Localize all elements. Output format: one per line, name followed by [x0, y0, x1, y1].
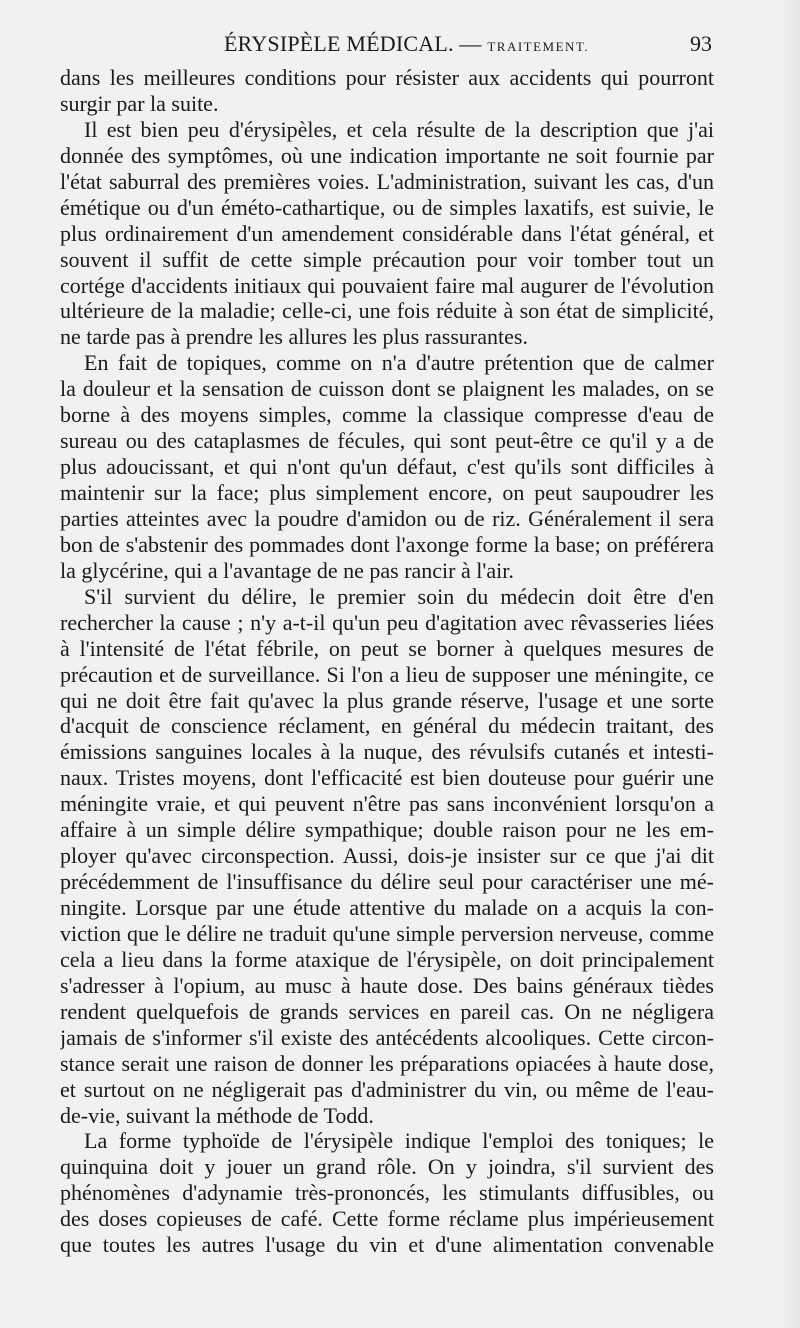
text-line: précaution et de surveillance. Si l'on a lieu de supposer une méningite, ce	[60, 661, 714, 687]
text-line: émissions sanguines locales à la nuque, des révulsifs cutanés et intesti-	[60, 739, 714, 765]
text-line: jamais de s'informer s'il existe des antécédents alcooliques. Cette circon-	[60, 1024, 714, 1050]
text-line: émétique ou d'un éméto-cathartique, ou de simples laxatifs, est suivie, le	[60, 194, 714, 220]
text-line: dans les meilleures conditions pour résister aux accidents qui pourront	[60, 65, 714, 90]
text-line: ne tarde pas à prendre les allures les plus rassurantes.	[60, 324, 528, 350]
text-line: cela a lieu dans la forme ataxique de l'érysipèle, on doit principalement	[60, 946, 714, 972]
text-line: et surtout on ne négligerait pas d'administrer du vin, ou même de l'eau-	[60, 1076, 714, 1102]
text-line: qui ne doit être fait qu'avec la plus grande réserve, l'usage et une sorte	[60, 687, 714, 713]
text-line: bon de s'abstenir des pommades dont l'axonge forme la base; on préférera	[60, 531, 714, 557]
text-line: phénomènes d'adynamie très-prononcés, les stimulants diffusibles, ou	[60, 1180, 714, 1206]
text-line: naux. Tristes moyens, dont l'efficacité est bien douteuse pour guérir une	[60, 765, 714, 791]
text-line: rechercher la cause ; n'y a-t-il qu'un peu d'agitation avec rêvasseries liées	[60, 609, 714, 635]
text-line: souvent il suffit de cette simple précaution pour voir tomber tout un	[60, 246, 714, 272]
running-head-separator: —	[459, 31, 482, 56]
text-line: quinquina doit y jouer un grand rôle. On y joindra, s'il survient des	[60, 1154, 714, 1180]
text-line: la douleur et la sensation de cuisson dont se plaignent les malades, on se	[60, 376, 714, 402]
text-line: maintenir sur la face; plus simplement encore, on peut saupoudrer les	[60, 480, 714, 505]
text-line: à l'intensité de l'état fébrile, on peut se borner à quelques mesures de	[60, 635, 714, 661]
text-line: méningite vraie, et qui peuvent n'être pas sans inconvénient lorsqu'on a	[60, 791, 714, 817]
text-line: d'acquit de conscience réclament, en général du médecin traitant, des	[60, 713, 714, 739]
running-head	[224, 30, 589, 61]
text-line: borne à des moyens simples, comme la classique compresse d'eau de	[60, 402, 714, 428]
text-line: sureau ou des cataplasmes de fécules, qui sont peut-être ce qu'il y a de	[60, 428, 714, 454]
text-line: S'il survient du délire, le premier soin du médecin doit être d'en	[84, 583, 714, 609]
text-line: parties atteintes avec la poudre d'amidon ou de riz. Généralement il sera	[60, 505, 714, 531]
text-line: de-vie, suivant la méthode de Todd.	[60, 1102, 374, 1128]
page-edge-shadow	[782, 0, 800, 1328]
text-line: En fait de topiques, comme on n'a d'autre prétention que de calmer	[84, 350, 714, 376]
text-line: la glycérine, qui a l'avantage de ne pas rancir à l'air.	[60, 557, 514, 583]
text-line: s'adresser à l'opium, au musc à haute dose. Des bains généraux tièdes	[60, 972, 714, 998]
text-line: ultérieure de la maladie; celle-ci, une fois réduite à son état de simplicité,	[60, 298, 714, 324]
text-line: cortége d'accidents initiaux qui pouvaient faire mal augurer de l'évolution	[60, 272, 714, 298]
text-line: rendent quelquefois de grands services en pareil cas. On ne négligera	[60, 998, 714, 1024]
text-line: stance serait une raison de donner les préparations opiacées à haute dose,	[60, 1050, 714, 1076]
text-line: surgir par la suite.	[60, 90, 219, 116]
running-head-title: ÉRYSIPÈLE MÉDICAL.	[224, 31, 454, 56]
page-number: 93	[690, 31, 712, 56]
running-head-section: TRAITEMENT.	[487, 39, 590, 54]
text-line: viction que le délire ne traduit qu'une simple perversion nerveuse, comme	[60, 920, 714, 946]
text-line: Il est bien peu d'érysipèles, et cela résulte de la description que j'ai	[84, 116, 714, 142]
text-line: que toutes les autres l'usage du vin et d'une alimentation convenable	[60, 1232, 714, 1258]
text-line: des doses copieuses de café. Cette forme réclame plus impérieusement	[60, 1206, 714, 1232]
text-line: donnée des symptômes, où une indication importante ne soit fournie par	[60, 142, 714, 168]
page-header	[60, 30, 712, 60]
text-line: ningite. Lorsque par une étude attentive du malade on a acquis la con-	[60, 895, 714, 920]
main-text	[60, 65, 714, 1258]
text-line: plus adoucissant, et qui n'ont qu'un défaut, c'est qu'ils sont difficiles à	[60, 454, 714, 480]
text-line: plus ordinairement d'un amendement considérable dans l'état général, et	[60, 220, 714, 246]
text-line: La forme typhoïde de l'érysipèle indique l'emploi des toniques; le	[84, 1128, 714, 1154]
text-line: précédemment de l'insuffisance du délire seul pour caractériser une mé-	[60, 869, 714, 895]
text-line: ployer qu'avec circonspection. Aussi, dois-je insister sur ce que j'ai dit	[60, 843, 714, 869]
text-line: l'état saburral des premières voies. L'administration, suivant les cas, d'un	[60, 168, 714, 194]
text-line: affaire à un simple délire sympathique; double raison pour ne les em-	[60, 817, 714, 843]
